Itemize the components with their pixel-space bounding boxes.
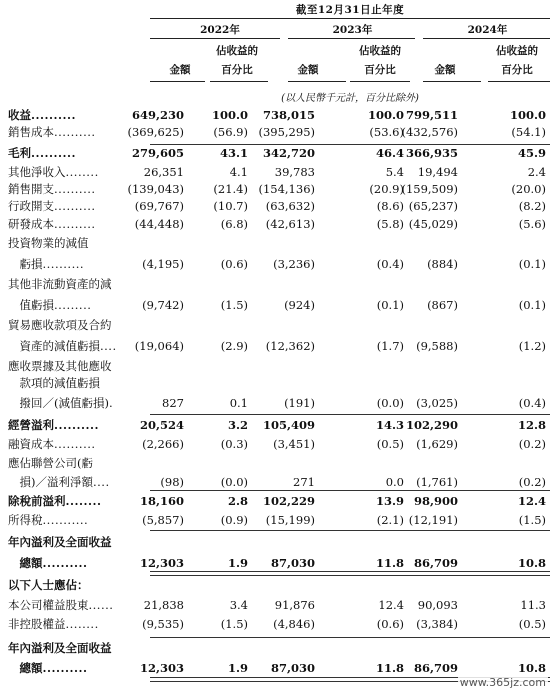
pct-cell: (6.8): [220, 217, 248, 231]
statement-row: [0, 146, 554, 161]
amount-cell: (884): [427, 257, 458, 271]
row-label: [8, 475, 110, 490]
pct-cell: (1.5): [220, 617, 248, 631]
statement-row: [0, 199, 554, 214]
pct-cell: 2.4: [527, 165, 546, 179]
row-label-text: 總額: [8, 661, 43, 675]
row-leader-dots: ....: [93, 475, 110, 489]
row-label: [8, 418, 99, 433]
row-label-text: 資產的減值虧損: [8, 339, 100, 353]
pct-cell: 100.0: [367, 108, 404, 122]
statement-row: [0, 437, 554, 452]
pct-2023-underline: [350, 81, 410, 82]
row-label: [8, 396, 113, 411]
row-label: [8, 641, 112, 656]
row-label-text: 其他非流動資產的減: [8, 277, 112, 291]
row-label: [8, 437, 96, 452]
row-label: [8, 598, 113, 613]
statement-row: [0, 108, 554, 123]
statement-row: [0, 339, 554, 354]
statement-row: [0, 598, 554, 613]
pct-cell: (54.1): [511, 125, 546, 139]
row-leader-dots: ...........: [42, 513, 89, 527]
amount-cell: (42,613): [265, 217, 315, 231]
pct-cell: (0.6): [376, 617, 404, 631]
pct-cell: 1.9: [227, 661, 248, 675]
pct-cell: 100.0: [211, 108, 248, 122]
pct-heading-2024-l1: 佔收益的: [496, 45, 538, 57]
pct-cell: (10.7): [213, 199, 248, 213]
row-label-text: 應佔聯營公司(虧: [8, 456, 93, 470]
row-label-text: 經營溢利: [8, 418, 54, 432]
row-label: [8, 617, 99, 632]
amount-cell: 90,093: [417, 598, 458, 612]
row-label: [8, 578, 89, 593]
year-2023-underline: [288, 38, 415, 39]
row-label-text: 年內溢利及全面收益: [8, 535, 112, 549]
row-label-text: 融資成本: [8, 437, 54, 451]
pct-cell: (0.1): [518, 298, 546, 312]
amount-cell: (5,857): [142, 513, 184, 527]
amount-cell: (4,846): [273, 617, 315, 631]
statement-row: [0, 359, 554, 374]
amount-cell: (98): [160, 475, 184, 489]
amount-cell: 20,524: [139, 418, 184, 432]
amount-cell: 19,494: [417, 165, 458, 179]
row-label: [8, 456, 93, 471]
amount-cell: 18,160: [139, 494, 184, 508]
amount-cell: 87,030: [270, 661, 315, 675]
row-label-text: 研發成本: [8, 217, 54, 231]
amount-cell: 86,709: [413, 556, 458, 570]
statement-row: [0, 494, 554, 509]
pct-cell: (8.2): [518, 199, 546, 213]
amount-cell: (15,199): [265, 513, 315, 527]
period-underline: [150, 18, 550, 19]
amount-cell: (69,767): [134, 199, 184, 213]
row-leader-dots: ..........: [42, 661, 88, 675]
amount-cell: (191): [284, 396, 315, 410]
rule-before-total-2: [150, 637, 550, 638]
pct-cell: 14.3: [375, 418, 404, 432]
amount-cell: (1,761): [416, 475, 458, 489]
row-leader-dots: ..........: [54, 199, 96, 213]
amount-cell: (44,448): [134, 217, 184, 231]
row-label: [8, 199, 96, 214]
row-label-text: 應收票據及其他應收: [8, 359, 112, 373]
amount-cell: (45,029): [408, 217, 458, 231]
pct-cell: (20.9): [369, 182, 404, 196]
amount-cell: (12,362): [265, 339, 315, 353]
amount-cell: (3,236): [273, 257, 315, 271]
amount-cell: 366,935: [405, 146, 458, 160]
amount-cell: (9,588): [416, 339, 458, 353]
statement-row: [0, 578, 554, 593]
row-label-text: 虧損: [8, 257, 43, 271]
row-leader-dots: ..........: [31, 146, 77, 160]
row-label: [8, 339, 117, 354]
amount-cell: (3,025): [416, 396, 458, 410]
amount-cell: 271: [293, 475, 315, 489]
pct-cell: 11.8: [375, 661, 404, 675]
statement-row: [0, 617, 554, 632]
pct-cell: (0.5): [518, 617, 546, 631]
pct-cell: 11.3: [520, 598, 546, 612]
pct-cell: 5.4: [385, 165, 404, 179]
pct-cell: 2.8: [227, 494, 248, 508]
statement-row: [0, 217, 554, 232]
amount-cell: (3,451): [273, 437, 315, 451]
year-2022-heading: 2022年: [200, 24, 240, 36]
amount-cell: (9,535): [142, 617, 184, 631]
row-label-text: 值虧損: [8, 298, 54, 312]
row-label-text: 貿易應收款項及合約: [8, 318, 112, 332]
statement-row: [0, 475, 554, 490]
pct-cell: (56.9): [213, 125, 248, 139]
amount-cell: 827: [162, 396, 184, 410]
amount-cell: (19,064): [134, 339, 184, 353]
row-leader-dots: ......: [88, 598, 114, 612]
pct-cell: (0.1): [376, 298, 404, 312]
row-label-text: 款項的減值虧損: [8, 376, 100, 390]
pct-cell: (2.9): [220, 339, 248, 353]
pct-cell: (0.0): [220, 475, 248, 489]
amount-cell: (139,043): [127, 182, 184, 196]
amount-cell: 87,030: [270, 556, 315, 570]
amount-heading-2022: 金額: [169, 64, 191, 76]
amount-cell: 91,876: [274, 598, 315, 612]
statement-row: [0, 376, 554, 391]
row-label: [8, 277, 112, 292]
pct-cell: 46.4: [375, 146, 404, 160]
pct-cell: (1.2): [518, 339, 546, 353]
amount-cell: (12,191): [408, 513, 458, 527]
row-label-text: 損)／溢利淨額: [8, 475, 93, 489]
amount-cell: (924): [284, 298, 315, 312]
rule-after-cost-of-sales: [150, 144, 550, 145]
pct-cell: 12.8: [517, 418, 546, 432]
row-label: [8, 359, 112, 374]
amount-cell: (3,384): [416, 617, 458, 631]
row-label: [8, 257, 84, 272]
pct-heading-2023-l2: 百分比: [364, 64, 396, 76]
pct-cell: (0.0): [376, 396, 404, 410]
statement-row: [0, 165, 554, 180]
pct-cell: (0.4): [376, 257, 404, 271]
row-label-text: 撥回／(減值虧損): [8, 396, 109, 410]
amount-cell: 12,303: [139, 661, 184, 675]
row-label: [8, 494, 102, 509]
pct-cell: (0.5): [376, 437, 404, 451]
pct-cell: 13.9: [375, 494, 404, 508]
pct-cell: 43.1: [219, 146, 248, 160]
row-label-text: 本公司權益股東: [8, 598, 89, 612]
row-label: [8, 182, 96, 197]
statement-row: [0, 535, 554, 550]
row-label-text: 總額: [8, 556, 43, 570]
pct-cell: (21.4): [213, 182, 248, 196]
year-2023-heading: 2023年: [332, 24, 373, 36]
row-leader-dots: ..........: [42, 257, 85, 271]
pct-cell: (0.1): [518, 257, 546, 271]
amount-cell: (1,629): [416, 437, 458, 451]
statement-row: [0, 257, 554, 272]
row-leader-dots: ..........: [54, 418, 100, 432]
amount-cell: (395,295): [258, 125, 315, 139]
pct-cell: (1.7): [376, 339, 404, 353]
pct-cell: (0.6): [220, 257, 248, 271]
pct-cell: (0.3): [220, 437, 248, 451]
statement-row: [0, 513, 554, 528]
pct-cell: (53.6): [369, 125, 404, 139]
row-leader-dots: ..........: [54, 437, 96, 451]
row-label: [8, 165, 99, 180]
row-label: [8, 146, 76, 161]
statement-row: [0, 456, 554, 471]
statement-row: [0, 641, 554, 656]
row-label: [8, 298, 91, 313]
pct-cell: (0.9): [220, 513, 248, 527]
row-label: [8, 125, 96, 140]
statement-row: [0, 125, 554, 140]
pct-cell: 10.8: [517, 556, 546, 570]
amount-cell: 279,605: [131, 146, 184, 160]
amount-2023-underline: [288, 81, 346, 82]
amount-cell: 102,229: [262, 494, 315, 508]
row-label-text: 行政開支: [8, 199, 54, 213]
statement-row: [0, 318, 554, 333]
amount-cell: 649,230: [131, 108, 184, 122]
statement-row: [0, 182, 554, 197]
pct-cell: 100.0: [509, 108, 546, 122]
row-label-text: 年內溢利及全面收益: [8, 641, 112, 655]
unit-note: (以人民幣千元計，百分比除外): [281, 93, 419, 104]
period-heading: 截至12月31日止年度: [295, 4, 405, 16]
row-label: [8, 513, 88, 528]
pct-cell: 11.8: [375, 556, 404, 570]
row-label: [8, 661, 88, 676]
pct-heading-2022-l1: 佔收益的: [216, 45, 258, 57]
statement-row: [0, 418, 554, 433]
row-leader-dots: ..........: [54, 125, 96, 139]
row-label-text: 所得稅: [8, 513, 43, 527]
row-label-text: 毛利: [8, 146, 31, 160]
row-leader-dots: ....: [100, 339, 117, 353]
row-label: [8, 535, 112, 550]
amount-cell: 26,351: [143, 165, 184, 179]
amount-cell: (63,632): [265, 199, 315, 213]
pct-heading-2022-l2: 百分比: [221, 64, 253, 76]
amount-cell: (154,136): [258, 182, 315, 196]
amount-cell: 342,720: [262, 146, 315, 160]
amount-cell: 738,015: [262, 108, 315, 122]
row-label-text: 其他淨收入: [8, 165, 66, 179]
pct-cell: (5.6): [518, 217, 546, 231]
pct-cell: 1.9: [227, 556, 248, 570]
statement-row: [0, 236, 554, 251]
amount-cell: (4,195): [142, 257, 184, 271]
row-leader-dots: ..........: [54, 182, 96, 196]
row-leader-dots: ........: [65, 617, 99, 631]
amount-cell: 98,900: [413, 494, 458, 508]
amount-cell: (369,625): [127, 125, 184, 139]
year-2024-underline: [423, 38, 550, 39]
pct-cell: (20.0): [511, 182, 546, 196]
pct-cell: (1.5): [220, 298, 248, 312]
amount-cell: (9,742): [142, 298, 184, 312]
row-leader-dots: .: [108, 396, 114, 410]
amount-cell: 86,709: [413, 661, 458, 675]
amount-cell: (432,576): [401, 125, 458, 139]
row-leader-dots: ..........: [54, 217, 96, 231]
row-label-text: 以下人士應佔：: [8, 578, 89, 592]
row-label: [8, 376, 100, 391]
amount-cell: (2,266): [142, 437, 184, 451]
pct-cell: 4.1: [229, 165, 248, 179]
statement-row: [0, 277, 554, 292]
pct-2022-underline: [210, 81, 268, 82]
row-label-text: 銷售成本: [8, 125, 54, 139]
pct-cell: 10.8: [517, 661, 546, 675]
amount-2022-underline: [150, 81, 205, 82]
pct-cell: 3.2: [227, 418, 248, 432]
amount-cell: (867): [427, 298, 458, 312]
amount-cell: 12,303: [139, 556, 184, 570]
row-label: [8, 108, 76, 123]
year-2024-heading: 2024年: [467, 24, 508, 36]
row-leader-dots: .........: [54, 298, 92, 312]
double-rule-total-1: [150, 571, 550, 576]
pct-cell: (0.2): [518, 475, 546, 489]
row-leader-dots: ..........: [31, 108, 77, 122]
row-label: [8, 217, 96, 232]
rule-before-operating-profit: [150, 414, 550, 415]
pct-cell: (0.2): [518, 437, 546, 451]
row-leader-dots: ........: [65, 494, 102, 508]
pct-heading-2024-l2: 百分比: [501, 64, 533, 76]
pct-cell: 0.1: [229, 396, 248, 410]
pct-cell: 12.4: [378, 598, 404, 612]
amount-2024-underline: [423, 81, 481, 82]
statement-row: [0, 298, 554, 313]
amount-heading-2024: 金額: [434, 64, 456, 76]
row-leader-dots: ........: [65, 165, 99, 179]
pct-cell: (0.4): [518, 396, 546, 410]
pct-cell: (1.5): [518, 513, 546, 527]
amount-cell: 105,409: [262, 418, 315, 432]
pct-heading-2023-l1: 佔收益的: [359, 45, 401, 57]
pct-cell: 45.9: [517, 146, 546, 160]
watermark: www.365jz.com: [459, 676, 546, 689]
amount-cell: (159,509): [401, 182, 458, 196]
year-2022-underline: [150, 38, 280, 39]
row-label-text: 收益: [8, 108, 31, 122]
pct-cell: 0.0: [385, 475, 404, 489]
rule-before-profit-before-tax: [150, 490, 550, 491]
statement-row: [0, 556, 554, 571]
row-label-text: 投資物業的減值: [8, 236, 89, 250]
amount-cell: 39,783: [274, 165, 315, 179]
row-label: [8, 236, 89, 251]
amount-cell: 102,290: [405, 418, 458, 432]
row-label-text: 除稅前溢利: [8, 494, 66, 508]
pct-cell: (2.1): [376, 513, 404, 527]
row-leader-dots: ..........: [42, 556, 88, 570]
row-label-text: 非控股權益: [8, 617, 66, 631]
pct-cell: 3.4: [229, 598, 248, 612]
row-label: [8, 318, 112, 333]
pct-2024-underline: [488, 81, 550, 82]
statement-row: [0, 396, 554, 411]
pct-cell: (5.8): [376, 217, 404, 231]
row-label: [8, 556, 88, 571]
statement-row: [0, 661, 554, 676]
pct-cell: (8.6): [376, 199, 404, 213]
amount-cell: 21,838: [143, 598, 184, 612]
amount-cell: (65,237): [408, 199, 458, 213]
amount-cell: 799,511: [405, 108, 458, 122]
amount-heading-2023: 金額: [297, 64, 319, 76]
row-label-text: 銷售開支: [8, 182, 54, 196]
pct-cell: 12.4: [517, 494, 546, 508]
rule-before-total-1: [150, 530, 550, 531]
